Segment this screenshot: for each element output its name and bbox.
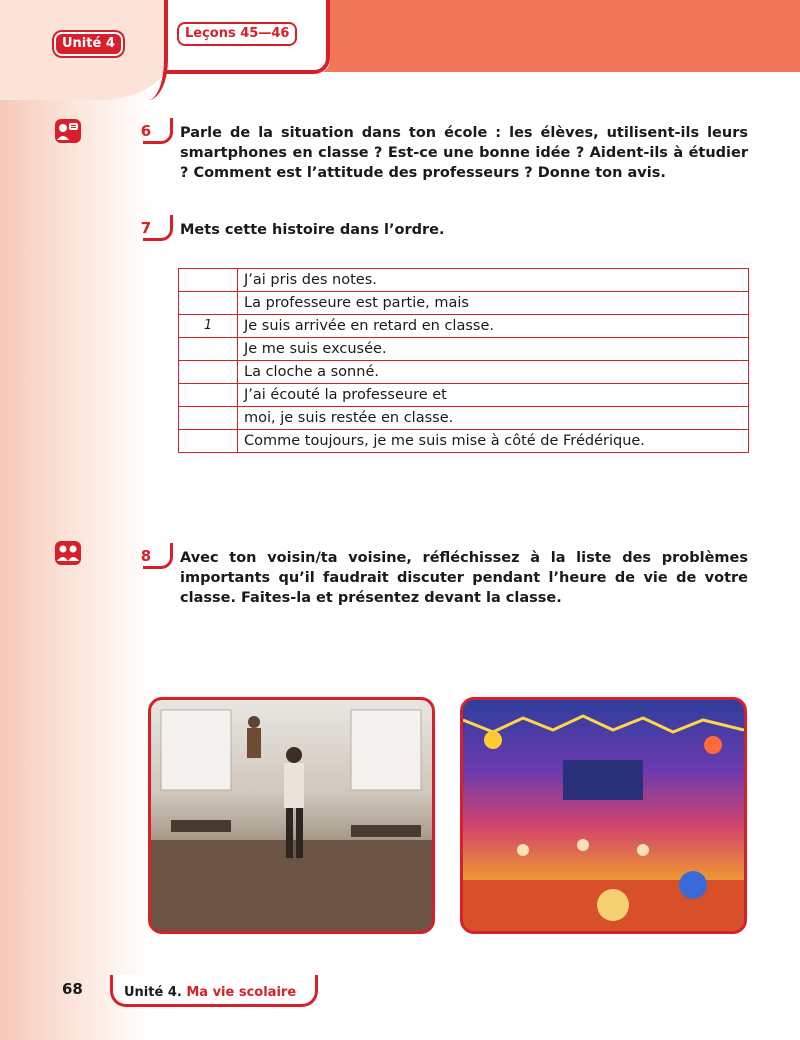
order-cell[interactable] — [179, 338, 238, 361]
sentence-cell: Je me suis excusée. — [238, 338, 749, 361]
page-margin-band — [0, 0, 150, 1040]
exercise-8-text: Avec ton voisin/ta voisine, réfléchissez à la liste des problèmes importants qu’il faudrait discuter pendant l’heure de vie de votre classe. Faites-la et présentez devant la classe. — [180, 550, 748, 606]
unit-corner-border — [148, 0, 168, 100]
table-row — [179, 315, 749, 338]
exercise-6-text: Parle de la situation dans ton école : les élèves, utilisent-ils leurs smartphones en classe ? Est-ce une bonne idée ? Aident-ils à étudier ? Comment est l’attitude des professeurs ? Donne ton avis. — [180, 125, 748, 181]
order-cell[interactable] — [179, 361, 238, 384]
sentence-cell: J’ai pris des notes. — [238, 269, 749, 292]
table-row — [179, 407, 749, 430]
order-table — [178, 268, 749, 453]
sentence-cell: moi, je suis restée en classe. — [238, 407, 749, 430]
party-scene-icon — [463, 700, 744, 931]
sentence-cell: Je suis arrivée en retard en classe. — [238, 315, 749, 338]
table-row — [179, 430, 749, 453]
footer-unit-prefix: Unité 4. — [124, 985, 182, 1000]
classroom-illustration — [148, 697, 435, 934]
pair-work-icon — [54, 540, 82, 566]
table-row — [179, 292, 749, 315]
sentence-cell: La professeure est partie, mais — [238, 292, 749, 315]
exercise-7-number-frame — [143, 215, 173, 241]
order-cell[interactable]: 1 — [179, 315, 238, 338]
table-row — [179, 269, 749, 292]
order-cell[interactable] — [179, 269, 238, 292]
order-cell[interactable] — [179, 407, 238, 430]
sentence-cell: Comme toujours, je me suis mise à côté de Frédérique. — [238, 430, 749, 453]
page-number: 68 — [62, 980, 83, 998]
order-cell[interactable] — [179, 384, 238, 407]
table-row — [179, 384, 749, 407]
order-cell[interactable] — [179, 292, 238, 315]
order-cell[interactable] — [179, 430, 238, 453]
footer-unit-title: Ma vie scolaire — [186, 985, 297, 1000]
speech-bubble-icon — [54, 118, 82, 144]
exercise-7-number: 7 — [140, 219, 152, 237]
table-row — [179, 338, 749, 361]
footer-title — [124, 985, 296, 1000]
lessons-badge: Leçons 45—46 — [177, 22, 297, 46]
unit-badge: Unité 4 — [54, 32, 123, 56]
exercise-7-text: Mets cette histoire dans l’ordre. — [180, 222, 445, 238]
exercise-8-number: 8 — [140, 547, 152, 565]
sentence-cell: J’ai écouté la professeure et — [238, 384, 749, 407]
exercise-6-number: 6 — [140, 122, 152, 140]
exercise-6-number-frame — [143, 118, 173, 144]
school-party-illustration — [460, 697, 747, 934]
classroom-scene-icon — [151, 700, 432, 931]
sentence-cell: La cloche a sonné. — [238, 361, 749, 384]
table-row — [179, 361, 749, 384]
exercise-8-number-frame — [143, 543, 173, 569]
